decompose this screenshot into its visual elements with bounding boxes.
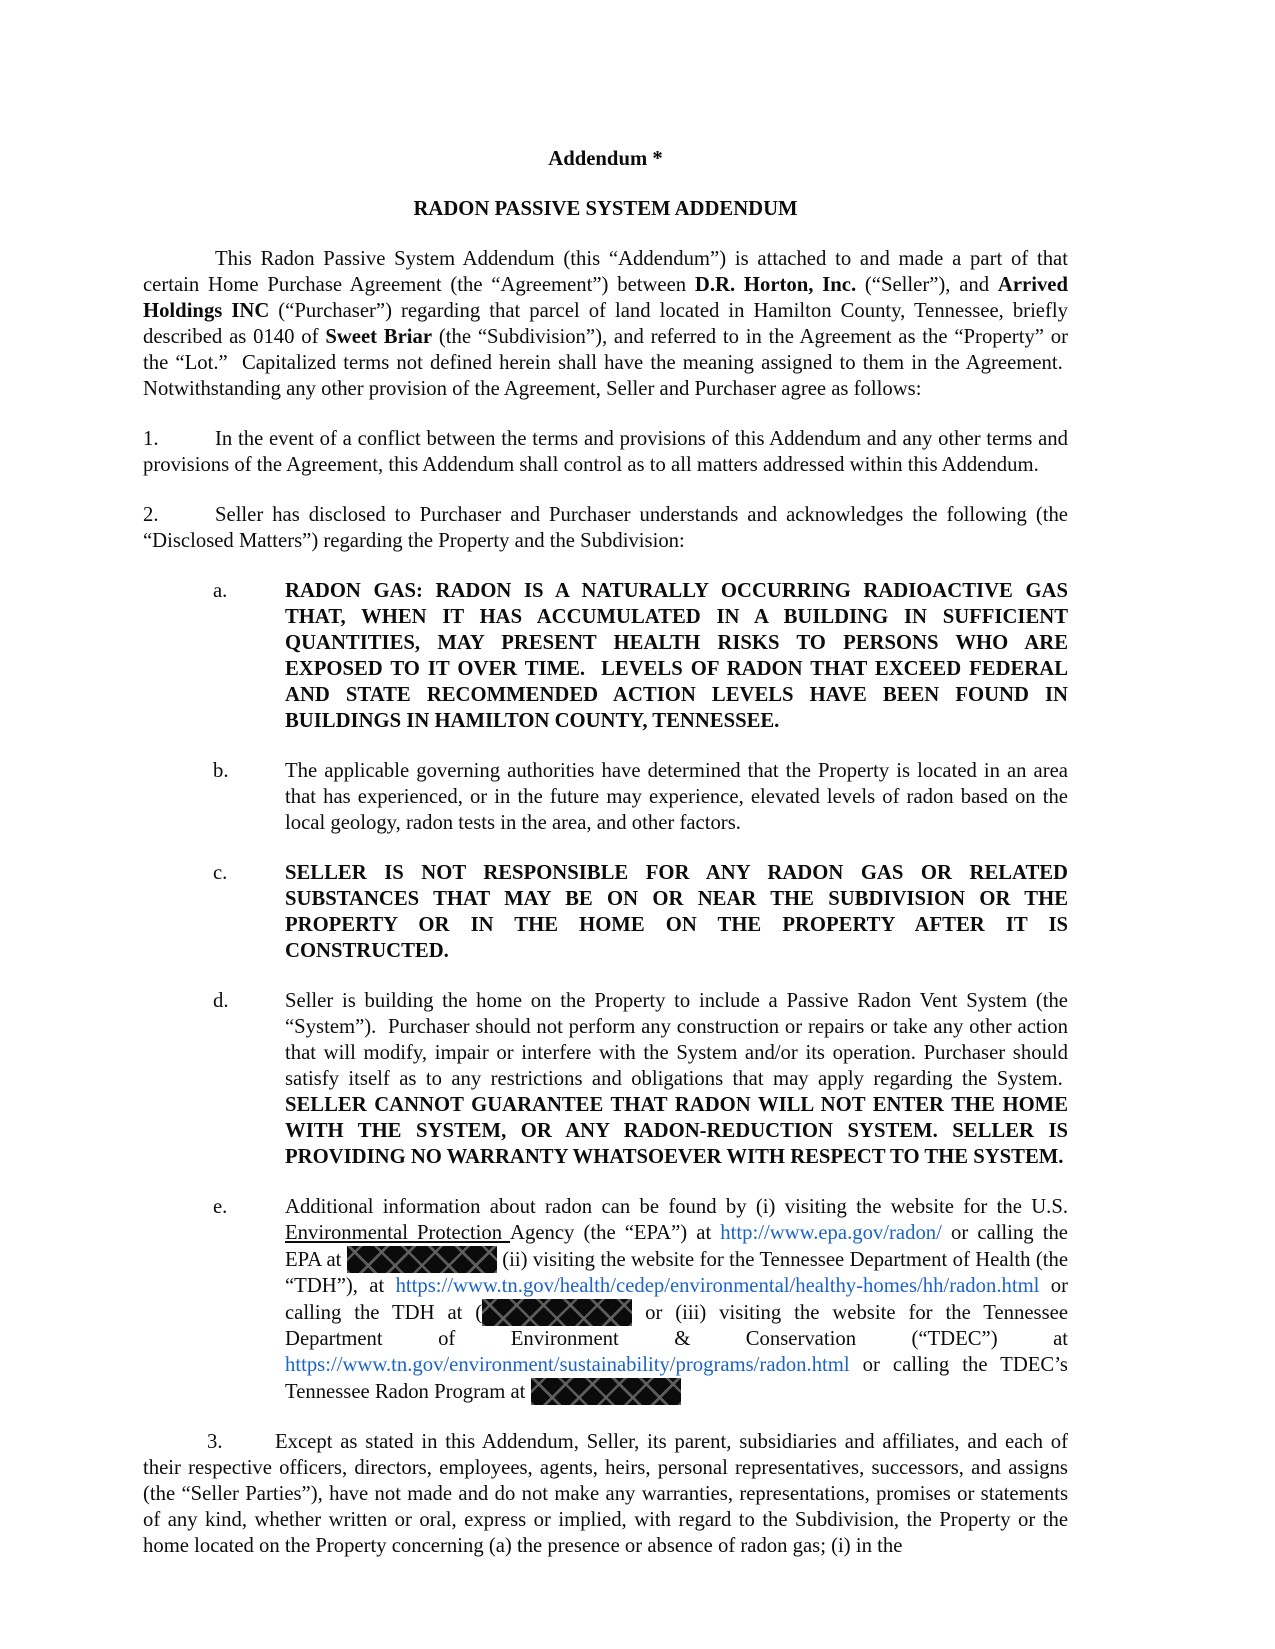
text-run: SELLER IS NOT RESPONSIBLE FOR ANY RADON GAS OR RELATED SUBSTANCES THAT MAY BE ON OR NEAR THE SUBDIVISION OR THE PROPERTY OR IN THE HOME ON THE PROPERTY AFTER IT IS CONSTRUCTED.	[285, 862, 1068, 962]
text-run: The applicable governing authorities have determined that the Property is located in an area that has experienced, or in the future may experience, elevated levels of radon based on the local geology, radon tests in the area, and other factors.	[285, 760, 1068, 834]
item-text	[285, 1194, 1068, 1405]
text-run: This Radon Passive System Addendum (this “Addendum”) is attached to and made a part of that certain Home Purchase Agreement (the “Agreement”) between	[143, 248, 1068, 296]
item-text	[285, 988, 1068, 1170]
addendum-title: Addendum *	[548, 148, 663, 170]
text-run: (ii) visiting the website for the Tennessee Department of Health (the “TDH”), at	[285, 1249, 1068, 1297]
item-marker: a.	[213, 580, 228, 602]
item-d-passive-system	[213, 988, 1068, 1170]
redacted-tdec-phone	[531, 1378, 681, 1405]
text-run: (the “Subdivision”), and referred to in the Agreement as the “Property” or the “Lot.” Capitalized terms not defined herein shall have the meaning assigned to them in the Agreement. Notwithstanding any other provision of the Agreement, Seller and Purchaser agree as follows:	[143, 326, 1069, 400]
purchaser-name: Arrived Holdings INC	[143, 274, 1068, 322]
redacted-tdh-phone	[482, 1299, 632, 1326]
document-body	[143, 246, 1068, 1559]
text-run: (“Purchaser”) regarding that parcel of land located in Hamilton County, Tennessee, briefly described as 0140 of	[143, 300, 1068, 348]
seller-parties-clause	[143, 1429, 1068, 1559]
document-heading: RADON PASSIVE SYSTEM ADDENDUM	[413, 198, 798, 220]
text-run: Seller has disclosed to Purchaser and Purchaser understands and acknowledges the following (the “Disclosed Matters”) regarding the Property and the Subdivision:	[143, 504, 1068, 552]
paragraph-number: 2.	[143, 504, 159, 526]
redacted-epa-phone	[347, 1246, 497, 1273]
item-marker: b.	[213, 760, 229, 782]
item-marker: e.	[213, 1196, 228, 1218]
text-run: or calling the TDEC’s Tennessee Radon Program at	[285, 1354, 1068, 1403]
item-a-radon-gas	[213, 578, 1068, 734]
seller-name: D.R. Horton, Inc.	[694, 274, 857, 296]
epa-radon-link[interactable]: http://www.epa.gov/radon/	[720, 1222, 942, 1244]
text-run: Except as stated in this Addendum, Seller, its parent, subsidiaries and affiliates, and each of their respective officers, directors, employees, agents, heirs, personal representatives, successors, and assigns (the “Seller Parties”), have not made and do not make any warranties, representations, promises or statements of any kind, whether written or oral, express or implied, with regard to the Subdivision, the Property or the home located on the Property concerning (a) the presence or absence of radon gas; (i) in the	[143, 1431, 1068, 1557]
paragraph-number: 3.	[207, 1431, 223, 1453]
conflict-clause	[143, 426, 1068, 478]
text-run: Seller is building the home on the Property to include a Passive Radon Vent System (the “System”). Purchaser should not perform any construction or repairs or take any other action that will modify, impair or interfere with the System and/or its operation. Purchaser should satisfy itself as to any restrictions and obligations that may apply regarding the System.	[285, 990, 1068, 1090]
item-marker: c.	[213, 862, 228, 884]
item-b-governing-authorities	[213, 758, 1068, 836]
item-c-seller-not-responsible	[213, 860, 1068, 964]
underlined-epa-text: Environmental Protection	[285, 1222, 511, 1244]
subdivision-name: Sweet Briar	[325, 326, 433, 348]
text-run: Additional information about radon can be found by (i) visiting the website for the U.S.	[285, 1196, 1068, 1218]
item-e-additional-info	[213, 1194, 1068, 1405]
text-run: or calling the TDH at (	[285, 1275, 1068, 1324]
tdec-radon-link[interactable]: https://www.tn.gov/environment/sustainability/programs/radon.html	[285, 1354, 850, 1376]
item-text	[285, 578, 1068, 734]
text-run: or (iii) visiting the website for the Tennessee Department of Environment & Conservation (“TDEC”) at	[285, 1302, 1069, 1350]
item-marker: d.	[213, 990, 229, 1012]
item-text	[285, 758, 1068, 836]
text-run: RADON GAS: RADON IS A NATURALLY OCCURRING RADIOACTIVE GAS THAT, WHEN IT HAS ACCUMULATED IN A BUILDING IN SUFFICIENT QUANTITIES, MAY PRESENT HEALTH RISKS TO PERSONS WHO ARE EXPOSED TO IT OVER TIME. LEVELS OF RADON THAT EXCEED FEDERAL AND STATE RECOMMENDED ACTION LEVELS HAVE BEEN FOUND IN BUILDINGS IN HAMILTON COUNTY, TENNESSEE.	[285, 580, 1068, 732]
disclosure-clause	[143, 502, 1068, 554]
tdh-radon-link[interactable]: https://www.tn.gov/health/cedep/environmental/healthy-​homes/hh/radon.html	[395, 1275, 1040, 1297]
text-run: (“Seller”), and	[856, 274, 998, 296]
text-run: SELLER CANNOT GUARANTEE THAT RADON WILL NOT ENTER THE HOME WITH THE SYSTEM, OR ANY RADON-REDUCTION SYSTEM. SELLER IS PROVIDING NO WARRANTY WHATSOEVER WITH RESPECT TO THE SYSTEM.	[285, 1094, 1068, 1168]
text-run: or calling the EPA at	[285, 1222, 1068, 1271]
item-text	[285, 860, 1068, 964]
text-run: Agency (the “EPA”) at	[510, 1222, 721, 1244]
text-run: In the event of a conflict between the terms and provisions of this Addendum and any other terms and provisions of the Agreement, this Addendum shall control as to all matters addressed within this Addendum.	[143, 428, 1068, 476]
intro-paragraph	[143, 246, 1068, 402]
paragraph-number: 1.	[143, 428, 159, 450]
